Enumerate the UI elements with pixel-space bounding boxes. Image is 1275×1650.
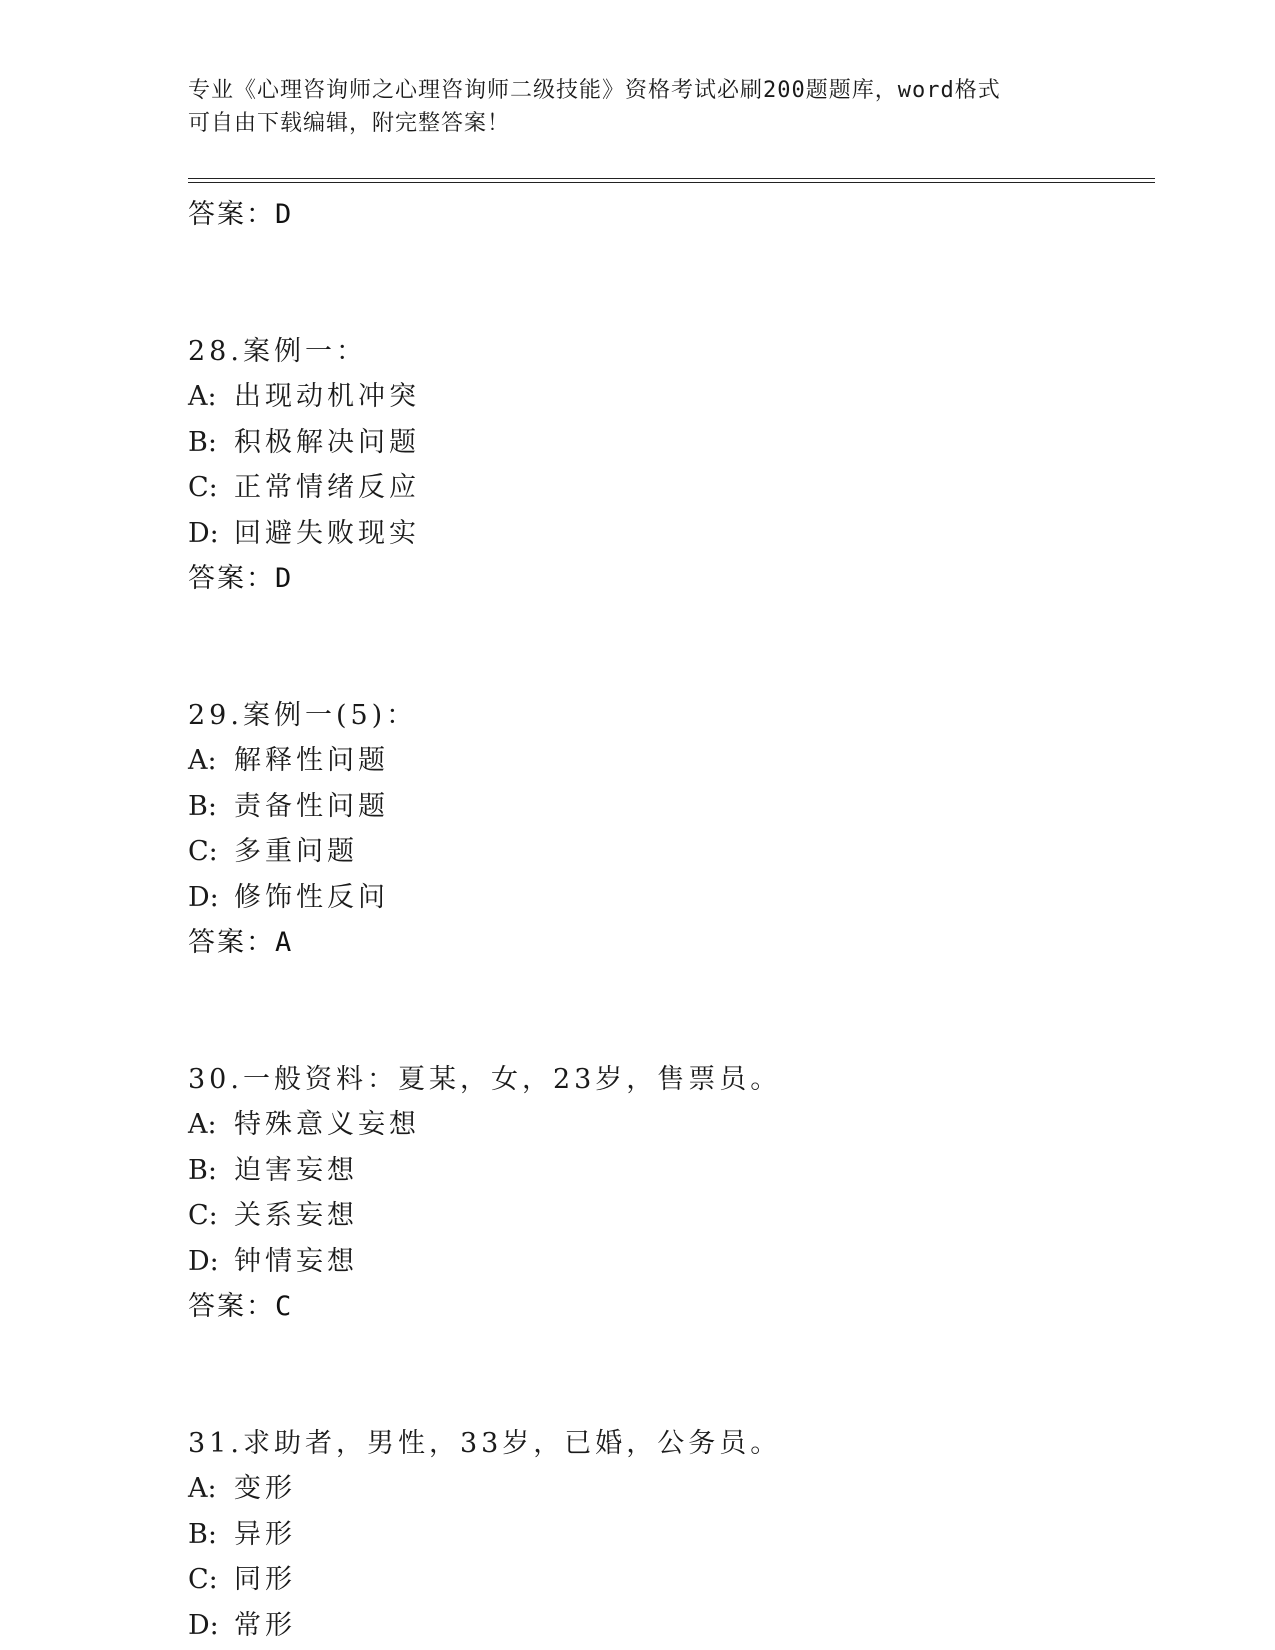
spacer [188,602,1148,693]
question-stem: 30.一般资料：夏某，女，23岁，售票员。 [188,1063,782,1095]
option-a [188,1466,1148,1512]
option-letter: C: [188,1200,218,1231]
option-text: 特殊意义妄想 [234,1109,420,1140]
option-text: 异形 [234,1518,296,1550]
question-stem: 31.求助者，男性，33岁，已婚，公务员。 [188,1427,782,1459]
option-text: 同形 [234,1564,296,1595]
question-block [188,1421,1148,1649]
option-text: 回避失败现实 [234,517,420,549]
header-divider [188,178,1155,183]
option-letter: C: [188,836,218,867]
option-letter: C: [188,1564,218,1595]
answer-line: 答案：D [188,199,294,230]
spacer [188,1330,1148,1421]
spacer [188,238,1148,329]
answer-line: 答案：D [188,563,294,594]
option-text: 多重问题 [234,836,358,867]
answer-line: 答案：C [188,1291,294,1322]
header-title-line-1: 专业《心理咨询师之心理咨询师二级技能》资格考试必刷200题题库，word格式 [188,78,1001,103]
option-b [188,1148,1148,1194]
option-d [188,1239,1148,1285]
option-text: 出现动机冲突 [234,381,420,412]
option-letter: B: [188,790,217,822]
spacer [188,966,1148,1057]
question-block [188,329,1148,602]
option-text: 解释性问题 [234,745,389,776]
option-a [188,374,1148,420]
option-d [188,511,1148,557]
option-b [188,420,1148,466]
question-block [188,1057,1148,1330]
option-b [188,784,1148,830]
header-title-line-2: 可自由下载编辑，附完整答案！ [188,111,511,136]
question-stem: 28.案例一： [188,335,367,367]
option-c [188,829,1148,875]
option-letter: A: [188,1473,217,1504]
option-text: 迫害妄想 [234,1154,358,1186]
answer-line: 答案：A [188,927,294,958]
option-letter: B: [188,1518,217,1550]
option-a [188,1102,1148,1148]
option-text: 常形 [234,1609,296,1641]
option-text: 修饰性反问 [234,881,389,913]
option-d [188,1603,1148,1649]
option-letter: B: [188,426,217,458]
question-stem: 29.案例一(5)： [188,699,418,731]
document-header [188,74,1068,140]
option-letter: A: [188,1109,217,1140]
option-text: 变形 [234,1473,296,1504]
option-a [188,738,1148,784]
option-text: 积极解决问题 [234,426,420,458]
option-letter: B: [188,1154,217,1186]
option-c [188,1557,1148,1603]
option-text: 关系妄想 [234,1200,358,1231]
option-letter: C: [188,472,218,503]
document-body [188,192,1148,1648]
option-c [188,1193,1148,1239]
option-text: 钟情妄想 [234,1245,358,1277]
option-letter: D: [188,881,219,913]
option-letter: D: [188,1245,219,1277]
option-d [188,875,1148,921]
option-b [188,1512,1148,1558]
option-text: 正常情绪反应 [234,472,420,503]
option-letter: D: [188,1609,219,1641]
option-letter: A: [188,381,217,412]
option-letter: D: [188,517,219,549]
option-c [188,465,1148,511]
option-text: 责备性问题 [234,790,389,822]
question-block [188,693,1148,966]
option-letter: A: [188,745,217,776]
